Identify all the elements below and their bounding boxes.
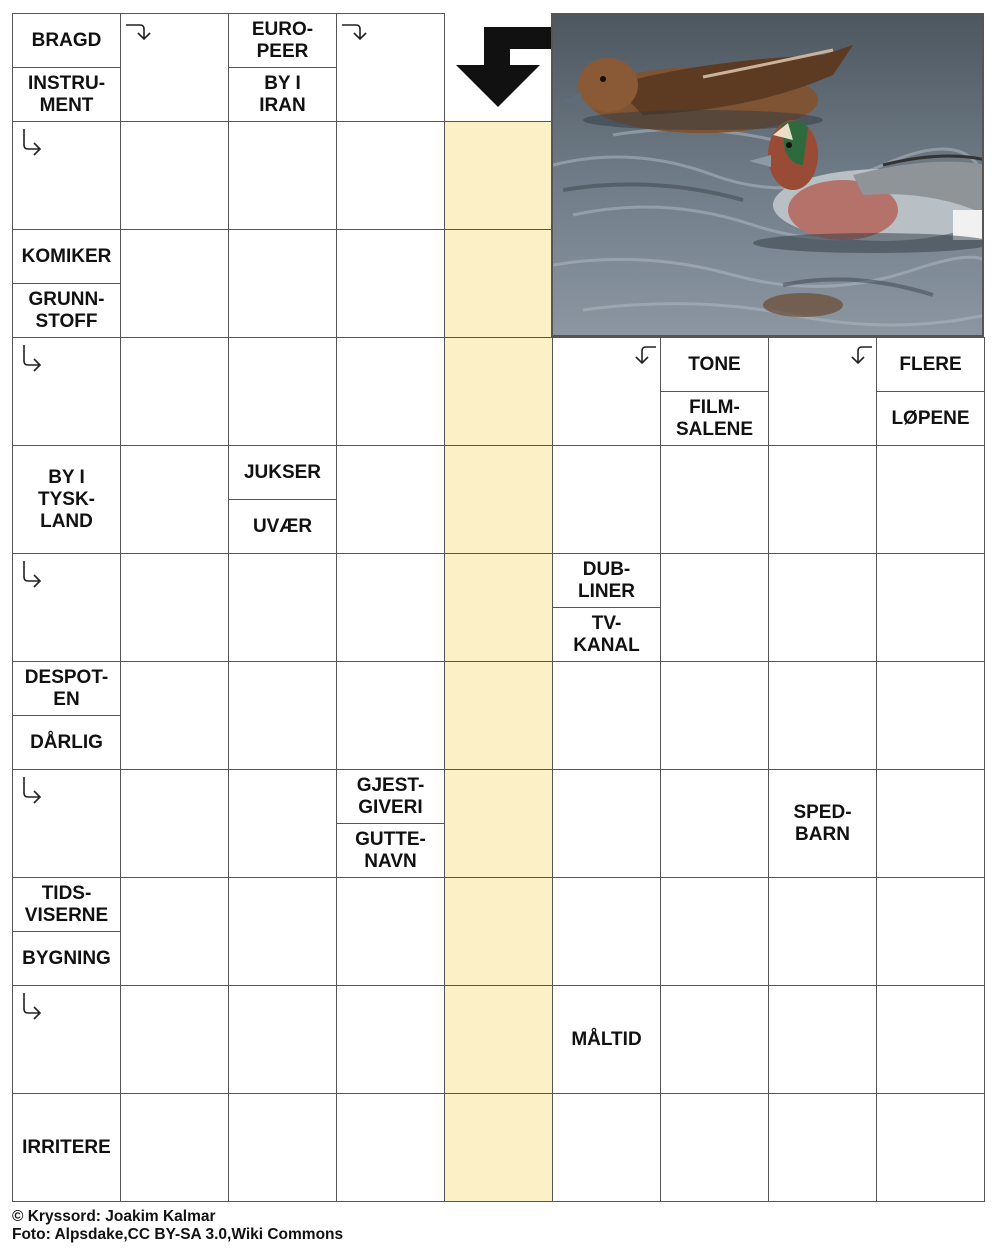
grid-cell[interactable] xyxy=(228,553,337,662)
grid-cell[interactable] xyxy=(228,661,337,770)
duck-image xyxy=(553,15,984,337)
grid-cell[interactable] xyxy=(876,661,985,770)
grid-cell[interactable] xyxy=(336,661,445,770)
clue-cell xyxy=(12,445,121,554)
solution-cell[interactable] xyxy=(444,985,553,1094)
clue-divider xyxy=(13,715,120,716)
grid-cell[interactable] xyxy=(768,985,877,1094)
clue-divider xyxy=(13,67,120,68)
grid-cell[interactable] xyxy=(768,877,877,986)
clue-text xyxy=(769,770,876,877)
grid-cell[interactable] xyxy=(336,337,445,446)
solution-cell[interactable] xyxy=(444,229,553,338)
grid-cell[interactable] xyxy=(660,661,769,770)
grid-cell[interactable] xyxy=(336,1093,445,1202)
solution-cell[interactable] xyxy=(444,445,553,554)
grid-cell[interactable] xyxy=(876,985,985,1094)
grid-cell[interactable] xyxy=(876,769,985,878)
clue-label: BY I IRAN xyxy=(259,73,306,116)
clue-label: GUTTE- NAVN xyxy=(355,829,426,872)
clue-label: TIDS- VISERNE xyxy=(24,883,109,926)
clue-text xyxy=(13,446,120,553)
clue-label: IRRITERE xyxy=(22,1136,111,1158)
grid-cell[interactable] xyxy=(120,877,229,986)
credits xyxy=(12,1208,343,1244)
grid-cell[interactable] xyxy=(228,121,337,230)
clue-text xyxy=(337,824,444,878)
clue-cell xyxy=(12,229,121,338)
clue-text xyxy=(553,608,660,662)
clue-cell xyxy=(12,661,121,770)
grid-cell[interactable] xyxy=(660,1093,769,1202)
clue-label: FILM- SALENE xyxy=(675,397,754,440)
grid-cell[interactable] xyxy=(660,553,769,662)
direction-arrow-icon xyxy=(124,17,156,49)
clue-text xyxy=(13,932,120,986)
grid-cell[interactable] xyxy=(120,121,229,230)
grid-cell[interactable] xyxy=(876,553,985,662)
clue-label: JUKSER xyxy=(243,462,322,483)
direction-arrow-icon xyxy=(340,17,372,49)
clue-cell xyxy=(12,13,121,122)
solution-cell[interactable] xyxy=(444,121,553,230)
clue-label: INSTRU- MENT xyxy=(27,73,106,116)
grid-cell[interactable] xyxy=(336,445,445,554)
credit-photo: Foto: Alpsdake,CC BY-SA 3.0,Wiki Commons xyxy=(12,1226,344,1243)
grid-cell[interactable] xyxy=(228,985,337,1094)
clue-divider xyxy=(337,823,444,824)
credit-crossword: © Kryssord: Joakim Kalmar xyxy=(12,1208,216,1225)
grid-cell[interactable] xyxy=(336,877,445,986)
clue-cell xyxy=(552,985,661,1094)
clue-divider xyxy=(229,499,336,500)
grid-cell[interactable] xyxy=(876,445,985,554)
clue-text xyxy=(553,986,660,1093)
grid-cell[interactable] xyxy=(120,769,229,878)
clue-label: DÅRLIG xyxy=(30,732,103,753)
grid-cell[interactable] xyxy=(336,985,445,1094)
clue-cell xyxy=(228,445,337,554)
grid-cell[interactable] xyxy=(336,553,445,662)
clue-label: MÅLTID xyxy=(571,1028,642,1050)
solution-cell[interactable] xyxy=(444,769,553,878)
clue-text xyxy=(13,716,120,770)
direction-arrow-icon xyxy=(626,341,658,373)
grid-cell[interactable] xyxy=(768,1093,877,1202)
duck-photo xyxy=(551,13,984,337)
grid-cell[interactable] xyxy=(552,661,661,770)
clue-label: UVÆR xyxy=(252,516,313,537)
grid-cell[interactable] xyxy=(228,337,337,446)
clue-label: FLERE xyxy=(899,354,962,375)
solution-cell[interactable] xyxy=(444,1093,553,1202)
clue-label: BY I TYSK- LAND xyxy=(38,466,95,532)
grid-cell[interactable] xyxy=(120,661,229,770)
clue-text xyxy=(229,446,336,500)
clue-text xyxy=(13,878,120,932)
direction-arrow-icon xyxy=(842,341,874,373)
clue-label: TONE xyxy=(688,354,741,375)
clue-label: SPED- BARN xyxy=(793,801,852,845)
clue-text xyxy=(13,662,120,716)
solution-cell[interactable] xyxy=(444,661,553,770)
clue-text xyxy=(13,1094,120,1201)
direction-arrow-icon xyxy=(18,559,50,591)
clue-divider xyxy=(553,607,660,608)
direction-arrow-icon xyxy=(18,343,50,375)
clue-text xyxy=(229,14,336,68)
clue-cell xyxy=(768,769,877,878)
grid-cell[interactable] xyxy=(660,985,769,1094)
grid-cell[interactable] xyxy=(660,769,769,878)
clue-cell xyxy=(12,1093,121,1202)
grid-cell[interactable] xyxy=(228,229,337,338)
grid-cell[interactable] xyxy=(120,1093,229,1202)
grid-cell[interactable] xyxy=(336,121,445,230)
clue-label: GRUNN- STOFF xyxy=(28,289,105,332)
grid-cell[interactable] xyxy=(120,229,229,338)
grid-cell[interactable] xyxy=(120,337,229,446)
direction-arrow-icon xyxy=(18,127,50,159)
grid-cell[interactable] xyxy=(120,553,229,662)
clue-cell xyxy=(228,13,337,122)
clue-cell xyxy=(12,877,121,986)
clue-divider xyxy=(661,391,768,392)
clue-label: GJEST- GIVERI xyxy=(356,775,425,818)
clue-label: KOMIKER xyxy=(21,246,112,267)
clue-text xyxy=(337,770,444,824)
grid-cell[interactable] xyxy=(768,445,877,554)
clue-cell xyxy=(876,337,985,446)
clue-text xyxy=(13,230,120,284)
grid-cell[interactable] xyxy=(552,877,661,986)
clue-label: BYGNING xyxy=(22,948,111,969)
clue-text xyxy=(553,554,660,608)
direction-arrow-icon xyxy=(18,991,50,1023)
clue-label: DUB- LINER xyxy=(578,559,635,602)
clue-text xyxy=(13,68,120,122)
clue-text xyxy=(877,338,984,392)
grid-cell[interactable] xyxy=(876,1093,985,1202)
clue-cell xyxy=(660,337,769,446)
grid-cell[interactable] xyxy=(660,445,769,554)
grid-cell[interactable] xyxy=(120,985,229,1094)
grid-cell[interactable] xyxy=(120,445,229,554)
grid-cell[interactable] xyxy=(552,1093,661,1202)
clue-text xyxy=(877,392,984,446)
clue-label: TV- KANAL xyxy=(573,613,640,656)
clue-label: EURO- PEER xyxy=(251,19,314,62)
clue-text xyxy=(661,338,768,392)
clue-text xyxy=(661,392,768,446)
grid-cell[interactable] xyxy=(552,769,661,878)
grid-cell[interactable] xyxy=(228,877,337,986)
solution-cell[interactable] xyxy=(444,553,553,662)
grid-cell[interactable] xyxy=(876,877,985,986)
grid-cell[interactable] xyxy=(768,553,877,662)
clue-cell xyxy=(552,553,661,662)
clue-divider xyxy=(877,391,984,392)
solution-cell[interactable] xyxy=(444,337,553,446)
clue-text xyxy=(13,284,120,338)
clue-divider xyxy=(13,283,120,284)
grid-cell[interactable] xyxy=(768,661,877,770)
grid-cell[interactable] xyxy=(228,1093,337,1202)
grid-cell[interactable] xyxy=(228,769,337,878)
direction-arrow-icon xyxy=(18,775,50,807)
grid-cell[interactable] xyxy=(660,877,769,986)
grid-cell[interactable] xyxy=(552,445,661,554)
solution-cell[interactable] xyxy=(444,877,553,986)
clue-text xyxy=(229,68,336,122)
clue-divider xyxy=(229,67,336,68)
solution-arrow-icon xyxy=(444,13,552,121)
clue-label: LØPENE xyxy=(891,408,970,429)
clue-label: BRAGD xyxy=(31,30,102,51)
clue-label: DESPOT- EN xyxy=(24,667,109,710)
clue-divider xyxy=(13,931,120,932)
clue-text xyxy=(13,14,120,68)
clue-cell xyxy=(336,769,445,878)
clue-text xyxy=(229,500,336,554)
grid-cell[interactable] xyxy=(336,229,445,338)
